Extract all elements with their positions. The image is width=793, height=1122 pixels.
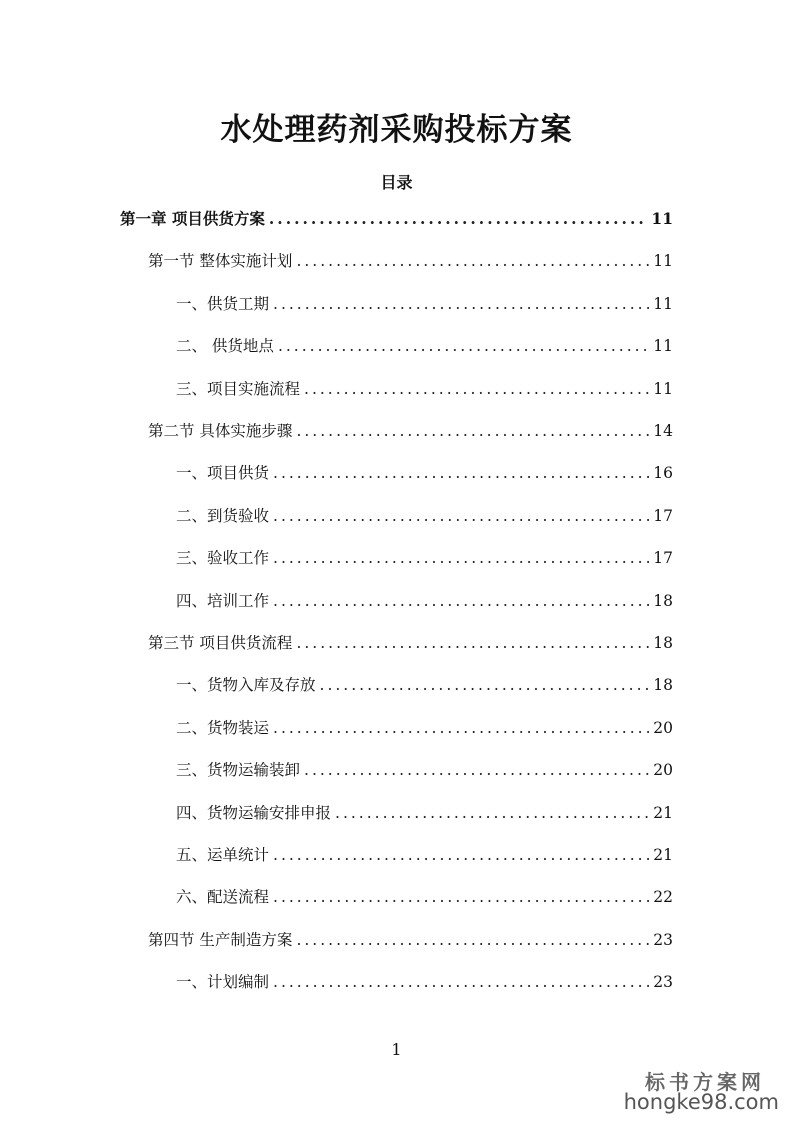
toc-heading: 目录 (380, 173, 413, 192)
toc-dot-leader (296, 246, 649, 276)
toc-dot-leader (296, 416, 649, 446)
toc-entry[interactable] (176, 331, 673, 361)
toc-dot-leader (273, 840, 649, 870)
toc-entry[interactable] (176, 882, 673, 912)
toc-dot-leader (273, 289, 649, 319)
toc-entry-label: 三、验收工作 (176, 549, 270, 568)
toc-entry[interactable] (176, 501, 673, 531)
toc-entry-label: 第四节 生产制造方案 (148, 930, 293, 949)
toc-entry[interactable] (176, 755, 673, 785)
watermark-text: 标书方案网 (645, 1070, 765, 1094)
toc-entry-label: 三、货物运输装卸 (176, 761, 301, 780)
toc-entry-page: 17 (653, 506, 673, 525)
toc-entry-page: 11 (653, 379, 673, 398)
toc-dot-leader (273, 501, 649, 531)
toc-entry-page: 22 (653, 888, 673, 907)
toc-dot-leader (278, 331, 649, 361)
toc-entry-page: 17 (653, 549, 673, 568)
toc-entry-label: 六、配送流程 (176, 888, 270, 907)
toc-entry-label: 第二节 具体实施步骤 (148, 422, 293, 440)
toc-entry-label: 二、货物装运 (176, 718, 270, 737)
toc-dot-leader (273, 713, 649, 743)
toc-dot-leader (273, 586, 649, 616)
toc-entry-page: 11 (653, 294, 673, 313)
toc-entry-page: 18 (653, 591, 673, 610)
toc-entry-label: 一、货物入库及存放 (176, 676, 316, 695)
toc-entry-label: 四、货物运输安排申报 (176, 803, 332, 822)
toc-entry-page: 11 (651, 209, 673, 228)
toc-entry[interactable] (148, 628, 673, 658)
document-title: 水处理药剂采购投标方案 (220, 112, 573, 148)
toc-entry[interactable] (148, 925, 673, 955)
toc-dot-leader (273, 882, 649, 912)
toc-entry[interactable] (176, 289, 673, 319)
toc-dot-leader (304, 374, 649, 404)
toc-dot-leader (273, 967, 649, 997)
toc-entry-page: 11 (653, 337, 673, 356)
toc-entry-label: 二、到货验收 (176, 506, 270, 525)
toc-dot-leader (296, 628, 649, 658)
toc-entry-label: 第一节 整体实施计划 (148, 252, 293, 271)
toc-entry-label: 三、项目实施流程 (176, 379, 301, 398)
toc-entry-page: 21 (653, 846, 673, 864)
toc-entry[interactable] (176, 967, 673, 997)
toc-entry[interactable] (148, 416, 673, 446)
toc-entry[interactable] (176, 543, 673, 573)
toc-entry[interactable] (176, 458, 673, 488)
page-number: 1 (391, 1040, 402, 1059)
toc-entry-page: 18 (653, 634, 673, 652)
toc-entry-page: 21 (653, 803, 673, 822)
toc-entry-label: 四、培训工作 (176, 591, 270, 610)
toc-entry-page: 20 (653, 761, 673, 780)
toc-dot-leader (335, 798, 649, 828)
toc-entry-page: 23 (653, 930, 673, 949)
toc-entry[interactable] (120, 204, 673, 234)
toc-entry[interactable] (176, 670, 673, 700)
toc-entry[interactable] (176, 586, 673, 616)
toc-dot-leader (320, 670, 650, 700)
toc-entry[interactable] (176, 840, 673, 870)
toc-entry[interactable] (176, 798, 673, 828)
toc-entry[interactable] (176, 713, 673, 743)
toc-entry-page: 16 (653, 464, 673, 483)
toc-entry-page: 18 (653, 676, 673, 695)
toc-dot-leader (269, 204, 648, 234)
toc-entry[interactable] (176, 374, 673, 404)
toc-dot-leader (273, 543, 649, 573)
watermark-url: hongke98.com (623, 1090, 779, 1114)
toc-entry-label: 第一章 项目供货方案 (120, 209, 265, 228)
toc-dot-leader (273, 458, 649, 488)
toc-entry-label: 第三节 项目供货流程 (148, 634, 293, 652)
toc-entry-label: 二、 供货地点 (176, 337, 274, 356)
toc-entry-label: 一、项目供货 (176, 464, 270, 483)
toc-entry-label: 一、计划编制 (176, 973, 270, 992)
toc-entry-label: 五、运单统计 (176, 846, 270, 864)
toc-entry-page: 23 (653, 973, 673, 992)
toc-dot-leader (304, 755, 649, 785)
toc-entry-page: 11 (653, 252, 673, 271)
toc-entry-label: 一、供货工期 (176, 294, 270, 313)
toc-entry-page: 20 (653, 718, 673, 737)
toc-entry[interactable] (148, 246, 673, 276)
toc-entry-page: 14 (653, 422, 673, 440)
toc-dot-leader (296, 925, 649, 955)
